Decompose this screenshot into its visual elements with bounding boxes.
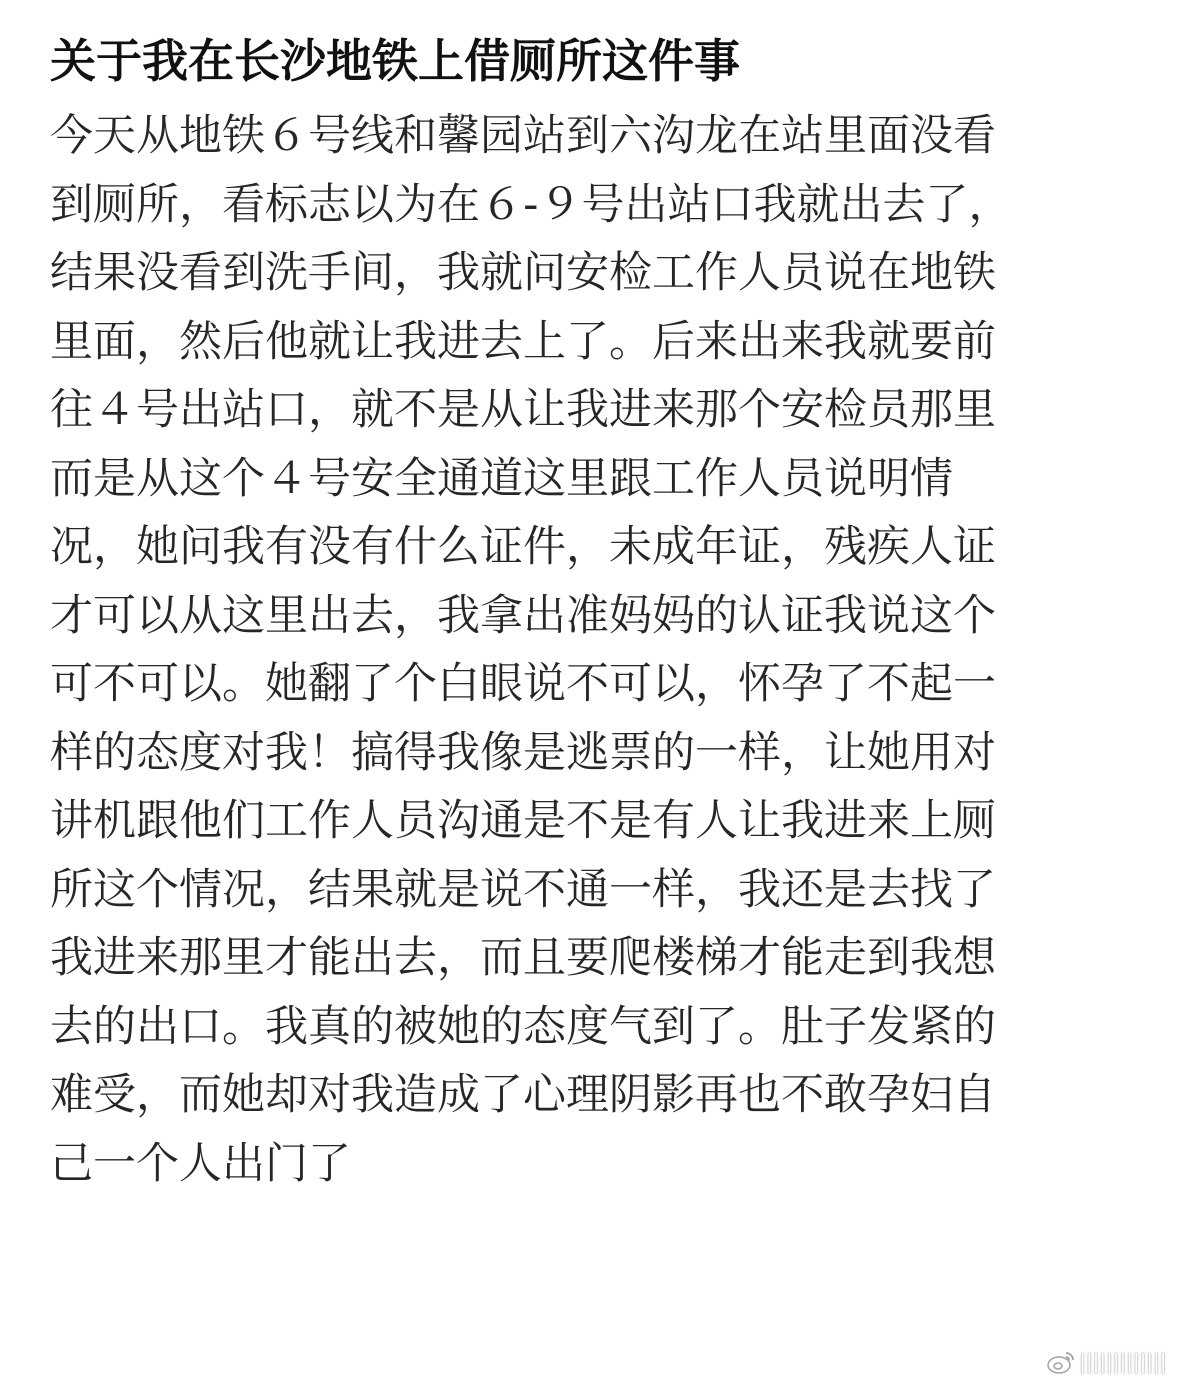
post-body: [50, 102, 1135, 1198]
body-line: 结果没看到洗手间，我就问安检工作人员说在地铁: [50, 248, 996, 298]
post-title: 关于我在长沙地铁上借厕所这件事: [50, 34, 740, 88]
body-line: 我进来那里才能出去，而且要爬楼梯才能走到我想: [50, 933, 996, 983]
watermark-text: |||||||||||||: [1079, 1349, 1167, 1374]
body-line: 己一个人出门了: [50, 1138, 351, 1189]
body-line: 往４号出站口，就不是从让我进来那个安检员那里: [50, 385, 996, 435]
body-line: 可不可以。她翻了个白眼说不可以，怀孕了不起一: [50, 659, 996, 709]
body-line: 去的出口。我真的被她的态度气到了。肚子发紧的: [50, 1001, 996, 1052]
body-line: 况，她问我有没有什么证件，未成年证，残疾人证: [50, 522, 996, 572]
post: [50, 22, 1135, 1198]
body-line: 所这个情况，结果就是说不通一样，我还是去找了: [50, 864, 996, 915]
body-line: 样的态度对我！搞得我像是逃票的一样，让她用对: [50, 727, 996, 778]
body-line: 才可以从这里出去，我拿出准妈妈的认证我说这个: [50, 590, 996, 641]
body-line: 到厕所，看标志以为在６-９号出站口我就出去了，: [50, 179, 1012, 230]
watermark: [1046, 1349, 1167, 1375]
body-line: 今天从地铁６号线和馨园站到六沟龙在站里面没看: [50, 111, 996, 161]
body-line: 里面，然后他就让我进去上了。后来出来我就要前: [50, 316, 996, 367]
body-line: 而是从这个４号安全通道这里跟工作人员说明情: [50, 453, 953, 504]
body-line: 难受，而她却对我造成了心理阴影再也不敢孕妇自: [50, 1070, 996, 1120]
weibo-logo-icon: [1046, 1349, 1076, 1375]
body-line: 讲机跟他们工作人员沟通是不是有人让我进来上厕: [50, 796, 996, 846]
